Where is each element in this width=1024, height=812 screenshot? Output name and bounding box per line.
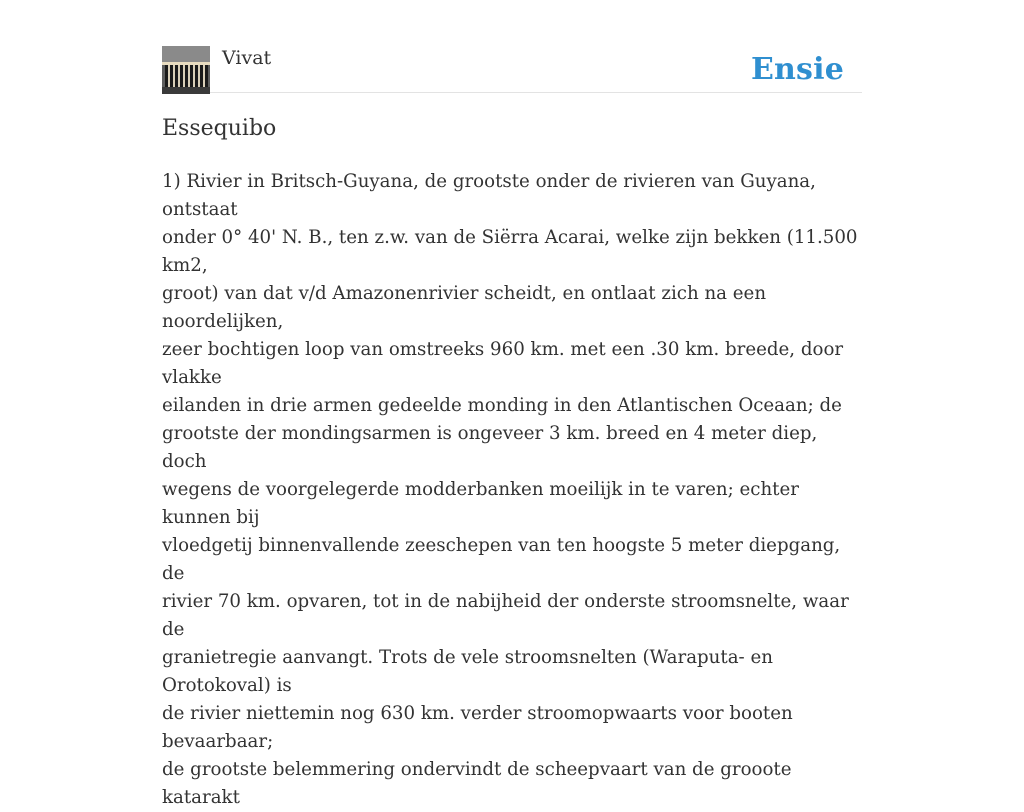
site-header <box>162 46 862 93</box>
brand-logo-link[interactable]: Ensie <box>750 52 844 87</box>
author-name-link[interactable]: Vivat <box>222 47 272 69</box>
avatar-photo-icon <box>162 46 210 94</box>
article-body: 1) Rivier in Britsch-Guyana, de grootste onder de rivieren van Guyana, ontstaat onder 0° 40' N. B., ten z.w. van de Siërra Acarai, welke zijn bekken (11.500 km2, groot) van dat v/d Amazonenrivier scheidt, en ontlaat zich na een noordelijken, zeer bochtigen loop van omstreeks 960 km. met een .30 km. breede, door vlakke eilanden in drie armen gedeelde monding in den Atlantischen Oceaan; de grootste der mondingsarmen is ongeveer 3 km. breed en 4 meter diep, doch wegens de voorgelegerde modderbanken moeilijk in te varen; echter kunnen bij vloedgetij binnenvallende zeeschepen van ten hoogste 5 meter diepgang, de rivier 70 km. opvaren, tot in de nabijheid der onderste stroomsnelte, waar de granietregie aanvangt. Trots de vele stroomsnelten (Waraputa- en Orotokoval) is de rivier niettemin nog 630 km. verder stroomopwaarts voor booten bevaarbaar; de grootste belemmering ondervindt de scheepvaart van de grooote katarakt <box>162 171 858 808</box>
article-title: Essequibo <box>162 116 277 141</box>
author-avatar[interactable] <box>162 46 210 94</box>
